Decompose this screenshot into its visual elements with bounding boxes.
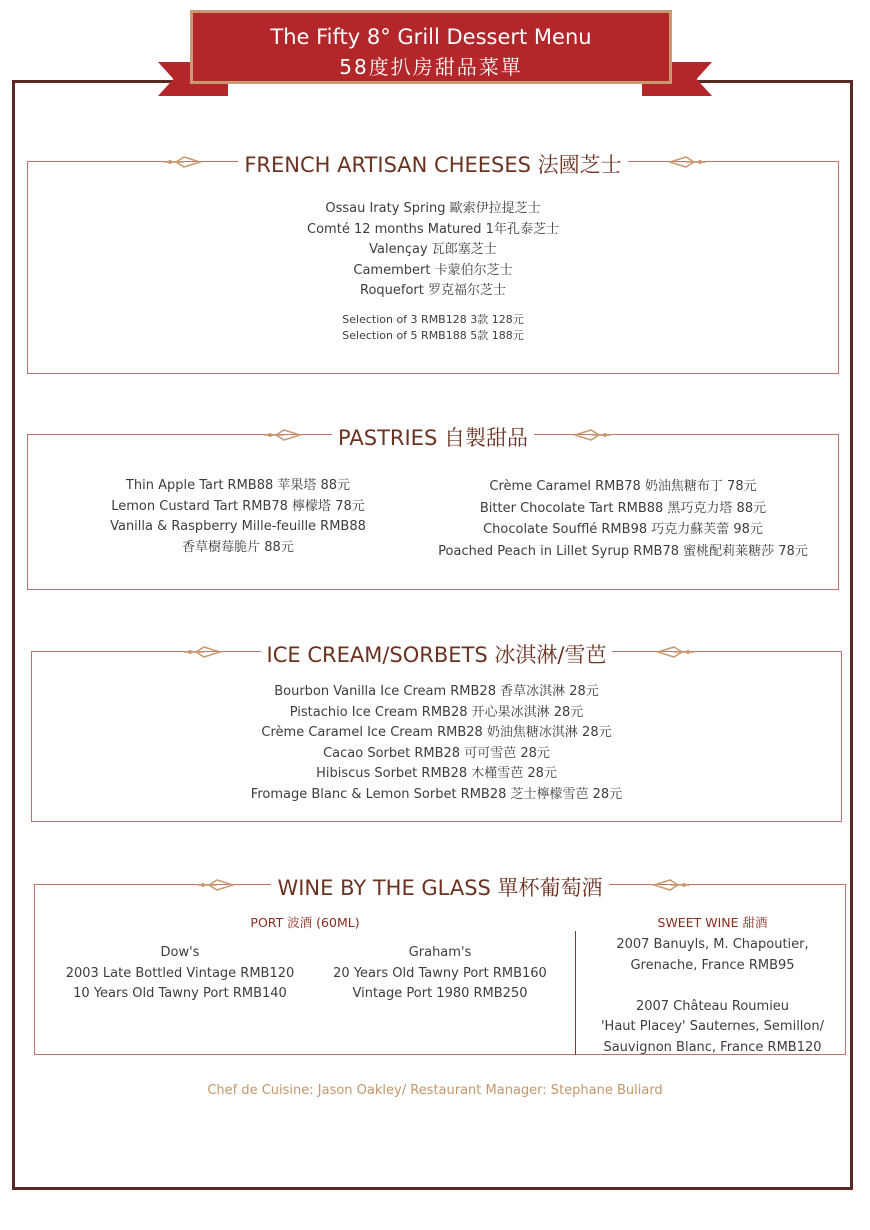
cheeses-section (27, 153, 839, 374)
list-item: Chocolate Soufflé RMB98 巧克力蘇芙蕾 98元 (483, 522, 763, 537)
list-item: Fromage Blanc & Lemon Sorbet RMB28 芝士檸檬雪芭 28元 (250, 786, 623, 802)
list-item: Crème Caramel Ice Cream RMB28 奶油焦糖冰淇淋 28元 (261, 725, 612, 740)
list-item: Thin Apple Tart RMB88 苹果塔 88元 (125, 478, 351, 493)
list-item: Poached Peach in Lillet Syrup RMB78 蜜桃配莉莱糖莎 78元 (438, 543, 808, 559)
pastries-section (27, 426, 839, 590)
price-line: Selection of 3 RMB128 3款 128元 (342, 312, 524, 326)
list-item: Sauvignon Blanc, France RMB120 (603, 1039, 822, 1055)
staff-credits: Chef de Cuisine: Jason Oakley/ Restaurant Manager: Stephane Buliard (207, 1083, 663, 1098)
list-item: Comté 12 months Matured 1年孔泰芝士 (307, 221, 559, 237)
column-divider (575, 931, 576, 1055)
wine-producer: Graham's (408, 945, 472, 960)
list-item: Grenache, France RMB95 (630, 957, 795, 973)
wine-section (34, 876, 846, 1055)
list-item: Ossau Iraty Spring 歐索伊拉提芝士 (325, 201, 541, 216)
sweet-wine-heading: SWEET WINE 甜酒 (657, 915, 768, 930)
list-item: 2007 Château Roumieu (635, 998, 790, 1014)
wine-title: WINE BY THE GLASS 單杯葡萄酒 (271, 876, 608, 900)
list-item: Cacao Sorbet RMB28 可可雪芭 28元 (323, 745, 550, 761)
list-item: Valençay 瓦郎塞芝士 (369, 242, 497, 257)
icecream-title: ICE CREAM/SORBETS 冰淇淋/雪芭 (261, 643, 613, 667)
menu-title-zh: 58度扒房甜品菜單 (339, 55, 523, 79)
list-item: Camembert 卡蒙伯尔芝士 (353, 262, 513, 278)
list-item: Roquefort 罗克福尔芝士 (360, 283, 506, 298)
list-item: Hibiscus Sorbet RMB28 木槿雪芭 28元 (316, 766, 557, 781)
title-banner (190, 10, 672, 84)
price-line: Selection of 5 RMB188 5款 188元 (342, 328, 524, 342)
list-item: Pistachio Ice Cream RMB28 开心果冰淇淋 28元 (289, 704, 584, 720)
pastries-title: PASTRIES 自製甜品 (332, 426, 534, 450)
list-item: Bourbon Vanilla Ice Cream RMB28 香草冰淇淋 28元 (274, 684, 599, 699)
list-item: Lemon Custard Tart RMB78 檸檬塔 78元 (111, 498, 365, 514)
list-item: 2007 Banuyls, M. Chapoutier, (616, 937, 809, 952)
list-item: 'Haut Placey' Sauternes, Semillon/ (600, 1019, 824, 1034)
cheeses-title: FRENCH ARTISAN CHEESES 法國芝士 (238, 153, 627, 177)
wine-producer: Dow's (160, 945, 200, 960)
list-item: Crème Caramel RMB78 奶油焦糖布丁 78元 (489, 479, 757, 494)
list-item: Vintage Port 1980 RMB250 (352, 986, 528, 1001)
list-item: Vanilla & Raspberry Mille-feuille RMB88 (110, 519, 366, 534)
menu-title-en: The Fifty 8° Grill Dessert Menu (270, 25, 592, 49)
icecream-section (31, 643, 842, 822)
list-item: 20 Years Old Tawny Port RMB160 (333, 965, 547, 981)
list-item: 2003 Late Bottled Vintage RMB120 (65, 965, 295, 981)
spacer (580, 976, 845, 997)
port-heading: PORT 波酒 (60ML) (250, 915, 360, 930)
list-item: Bitter Chocolate Tart RMB88 黑巧克力塔 88元 (479, 500, 767, 516)
list-item: 香草樹莓脆片 88元 (182, 539, 294, 555)
list-item: 10 Years Old Tawny Port RMB140 (73, 986, 287, 1001)
